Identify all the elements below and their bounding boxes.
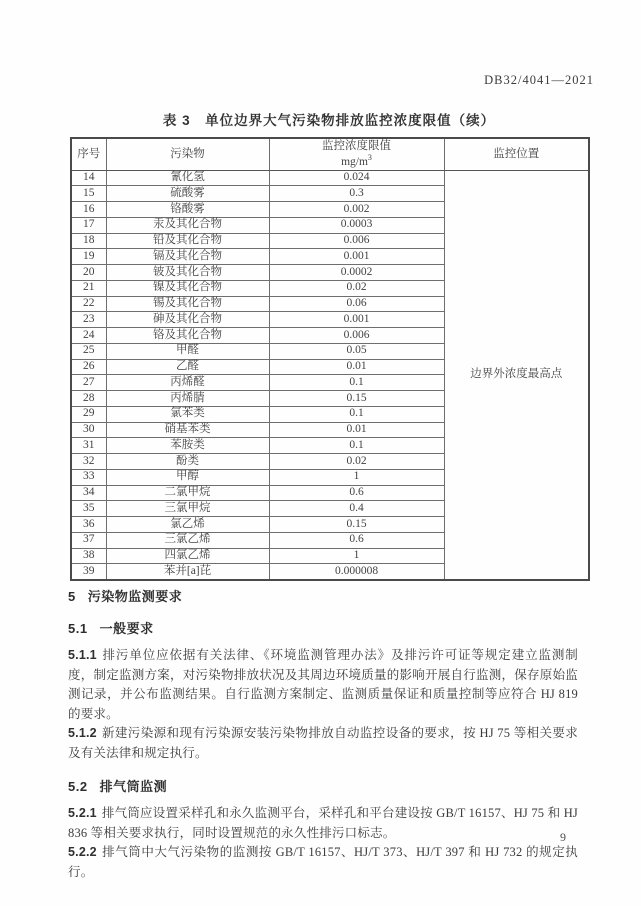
pollutant-table-body (71, 170, 589, 580)
row-limit: 0.6 (269, 532, 444, 548)
row-index: 37 (71, 532, 106, 548)
pollutant-limits-table (70, 137, 590, 581)
table-row (71, 170, 589, 186)
row-pollutant: 铅及其化合物 (106, 233, 269, 249)
row-limit: 0.002 (269, 202, 444, 218)
row-pollutant: 二氯甲烷 (106, 485, 269, 501)
row-limit: 0.3 (269, 186, 444, 202)
row-index: 14 (71, 170, 106, 186)
row-index: 35 (71, 501, 106, 517)
row-limit: 1 (269, 548, 444, 564)
unit-superscript: 3 (367, 153, 372, 163)
row-index: 27 (71, 375, 106, 391)
row-index: 16 (71, 202, 106, 218)
row-index: 38 (71, 548, 106, 564)
row-limit: 0.1 (269, 375, 444, 391)
row-limit: 0.006 (269, 233, 444, 249)
row-pollutant: 甲醛 (106, 343, 269, 359)
limit-header-unit: $mg/m^3$ (341, 153, 372, 169)
row-index: 33 (71, 469, 106, 485)
table-header-row (71, 138, 589, 170)
row-limit: 0.024 (269, 170, 444, 186)
row-index: 18 (71, 233, 106, 249)
row-limit: 0.0003 (269, 217, 444, 233)
row-limit: 0.001 (269, 249, 444, 265)
row-pollutant: 铬及其化合物 (106, 328, 269, 344)
row-pollutant: 硫酸雾 (106, 186, 269, 202)
row-limit: 0.06 (269, 296, 444, 312)
row-index: 28 (71, 391, 106, 407)
row-pollutant: 砷及其化合物 (106, 312, 269, 328)
clause-5-1-1: 5.1.1 排污单位应依据有关法律、《环境监测管理办法》及排污许可证等规定建立监测制度，制定监测方案，对污染物排放状况及其周边环境质量的影响开展自行监测，保存原始监测记录，并公布监测结果。自行监测方案制定、监测质量保证和质量控制等应符合 HJ 819 的要求。 (68, 648, 578, 721)
col-header-pollutant: 污染物 (106, 138, 269, 170)
row-index: 17 (71, 217, 106, 233)
row-index: 32 (71, 454, 106, 470)
row-pollutant: 乙醛 (106, 359, 269, 375)
row-pollutant: 汞及其化合物 (106, 217, 269, 233)
row-limit: 0.05 (269, 343, 444, 359)
row-pollutant: 酚类 (106, 454, 269, 470)
monitoring-requirements-section (68, 586, 578, 882)
row-limit: 0.006 (269, 328, 444, 344)
row-pollutant: 四氯乙烯 (106, 548, 269, 564)
row-index: 23 (71, 312, 106, 328)
doc-number: DB32/4041—2021 (484, 73, 594, 87)
row-pollutant: 氯乙烯 (106, 517, 269, 533)
row-limit: 0.15 (269, 391, 444, 407)
row-index: 15 (71, 186, 106, 202)
row-limit: 0.15 (269, 517, 444, 533)
row-pollutant: 三氯甲烷 (106, 501, 269, 517)
row-pollutant: 苯胺类 (106, 438, 269, 454)
row-index: 19 (71, 249, 106, 265)
row-limit: 0.001 (269, 312, 444, 328)
row-pollutant: 三氯乙烯 (106, 532, 269, 548)
limit-header-label: 监控浓度限值 (322, 140, 391, 152)
page-number: 9 (560, 830, 566, 844)
row-limit: 1 (269, 469, 444, 485)
row-limit: 0.6 (269, 485, 444, 501)
row-limit: 0.000008 (269, 564, 444, 580)
row-limit: 0.01 (269, 422, 444, 438)
col-header-limit (269, 138, 444, 170)
row-index: 34 (71, 485, 106, 501)
row-index: 25 (71, 343, 106, 359)
row-pollutant: 苯并[a]芘 (106, 564, 269, 580)
row-pollutant: 丙烯腈 (106, 391, 269, 407)
row-pollutant: 铍及其化合物 (106, 265, 269, 281)
row-pollutant: 甲醇 (106, 469, 269, 485)
row-index: 22 (71, 296, 106, 312)
row-pollutant: 氰化氢 (106, 170, 269, 186)
row-limit: 0.02 (269, 454, 444, 470)
clause-5-1-2: 5.1.2 新建污染源和现有污染源安装污染物排放自动监控设备的要求，按 HJ 75 等相关要求及有关法律和规定执行。 (68, 726, 578, 760)
row-index: 20 (71, 265, 106, 281)
section-5-1-heading: 5.1 一般要求 (68, 621, 154, 636)
row-limit: 0.1 (269, 406, 444, 422)
row-index: 39 (71, 564, 106, 580)
table-title: 表 3 单位边界大气污染物排放监控浓度限值（续） (162, 113, 496, 128)
row-limit: 0.1 (269, 438, 444, 454)
row-pollutant: 锡及其化合物 (106, 296, 269, 312)
section-5-2-heading: 5.2 排气筒监测 (68, 779, 168, 794)
monitor-location-cell: 边界外浓度最高点 (444, 170, 589, 580)
clause-5-2-1: 5.2.1 排气筒应设置采样孔和永久监测平台，采样孔和平台建设按 GB/T 16157、HJ 75 和 HJ 836 等相关要求执行，同时设置规范的永久性排污口标志。 (68, 806, 578, 840)
row-limit: 0.0002 (269, 265, 444, 281)
section-5-heading: 5 污染物监测要求 (68, 589, 183, 604)
row-index: 36 (71, 517, 106, 533)
row-index: 29 (71, 406, 106, 422)
row-index: 21 (71, 280, 106, 296)
row-pollutant: 氯苯类 (106, 406, 269, 422)
row-pollutant: 铬酸雾 (106, 202, 269, 218)
row-pollutant: 硝基苯类 (106, 422, 269, 438)
clause-5-2-2: 5.2.2 排气筒中大气污染物的监测按 GB/T 16157、HJ/T 373、HJ/T 397 和 HJ 732 的规定执行。 (68, 845, 578, 879)
row-limit: 0.01 (269, 359, 444, 375)
row-index: 24 (71, 328, 106, 344)
row-index: 31 (71, 438, 106, 454)
row-pollutant: 镉及其化合物 (106, 249, 269, 265)
col-header-index: 序号 (71, 138, 106, 170)
col-header-location: 监控位置 (444, 138, 589, 170)
row-limit: 0.4 (269, 501, 444, 517)
row-limit: 0.02 (269, 280, 444, 296)
row-index: 30 (71, 422, 106, 438)
row-index: 26 (71, 359, 106, 375)
row-pollutant: 镍及其化合物 (106, 280, 269, 296)
row-pollutant: 丙烯醛 (106, 375, 269, 391)
